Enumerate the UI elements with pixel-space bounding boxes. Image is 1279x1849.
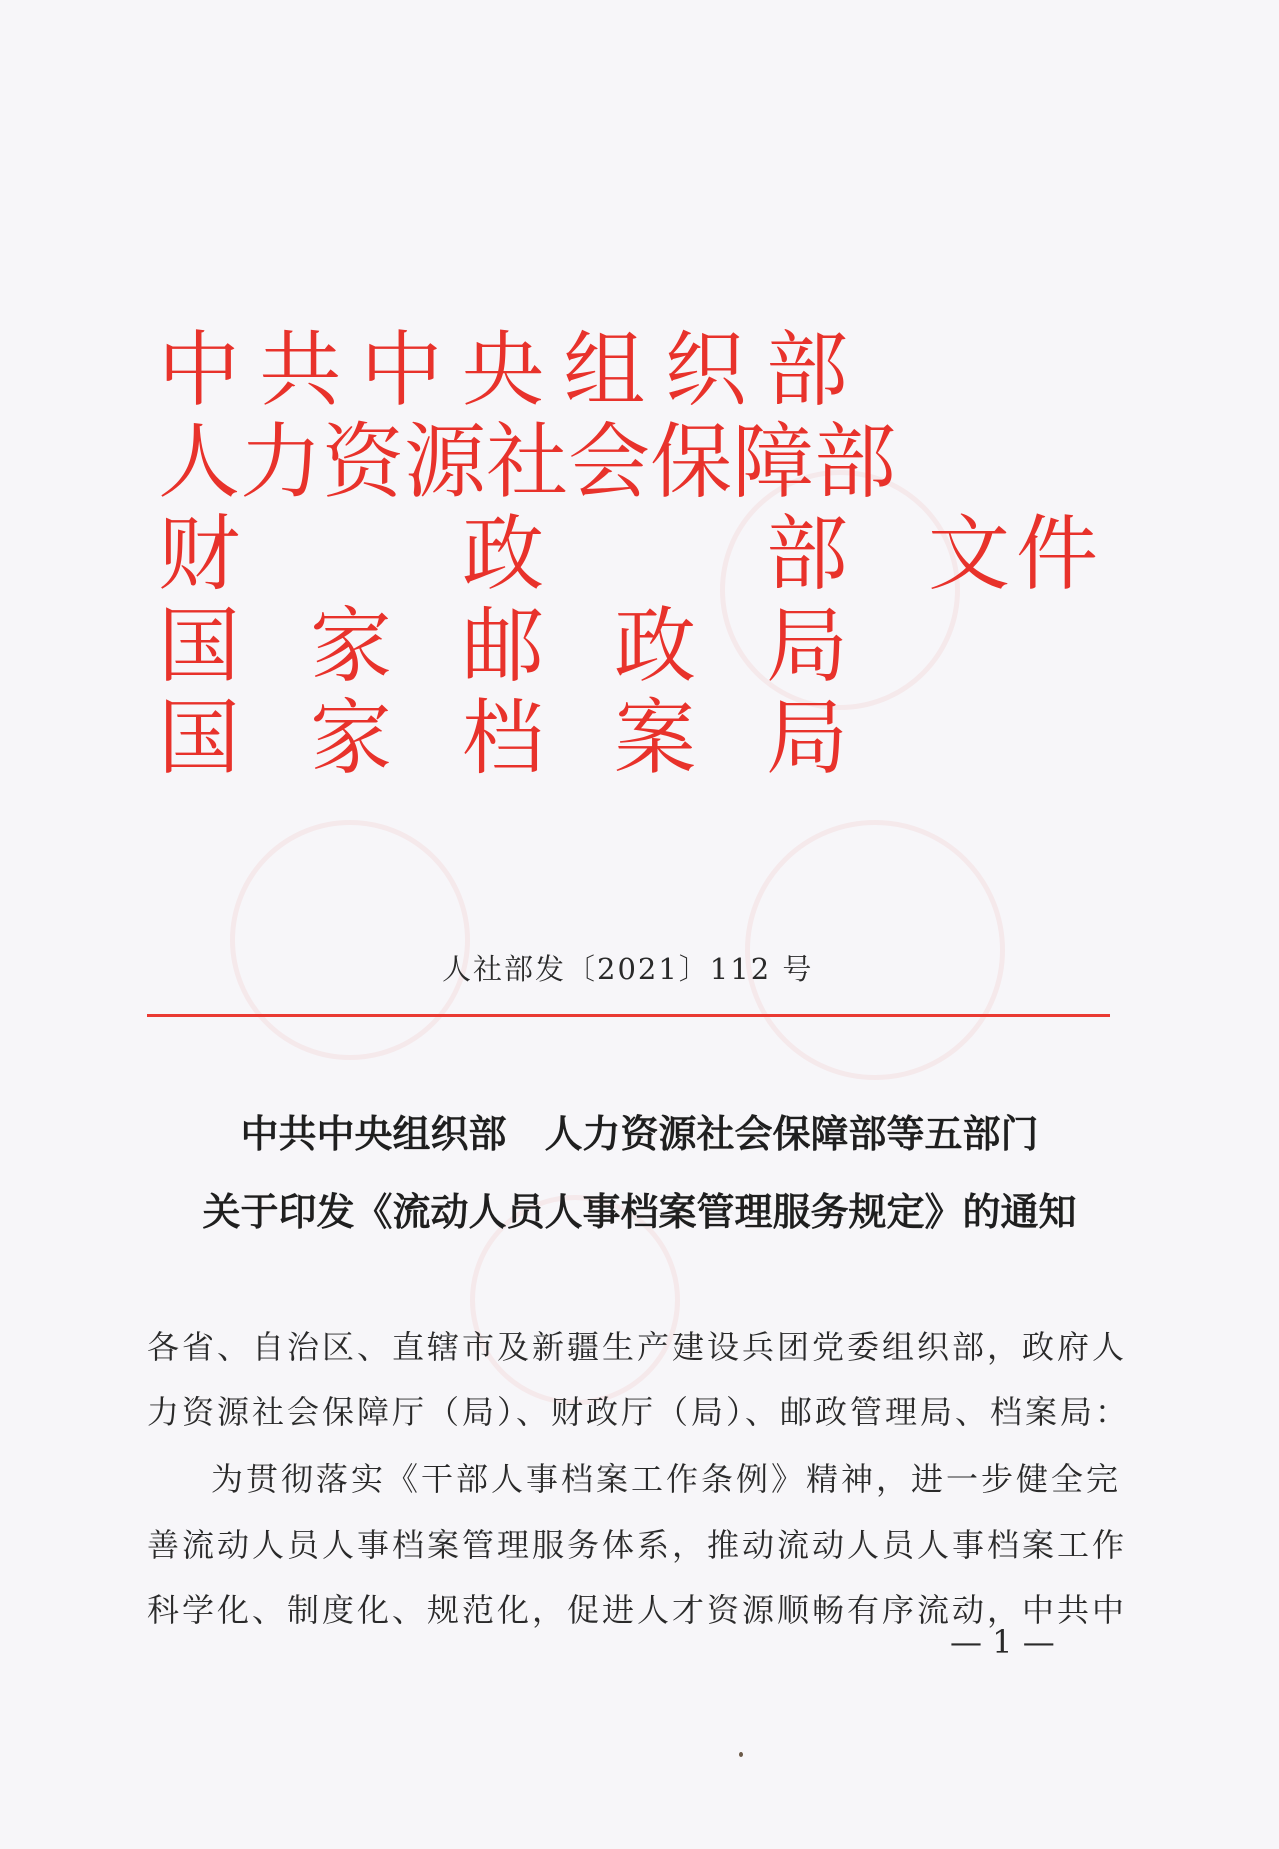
header-character: 国 xyxy=(158,691,241,786)
header-character: 中 xyxy=(158,323,241,418)
header-character: 部 xyxy=(814,415,897,510)
body-text-line: 为贯彻落实《干部人事档案工作条例》精神，进一步健全完 xyxy=(211,1460,1122,1498)
header-character: 社 xyxy=(486,415,569,510)
header-character: 源 xyxy=(404,415,487,510)
header-character: 案 xyxy=(613,691,696,786)
document-type-label: 文件 xyxy=(928,507,1105,602)
header-character: 财 xyxy=(158,507,241,602)
header-character: 资 xyxy=(322,415,405,510)
page-number: — 1 — xyxy=(950,1623,1055,1661)
header-row-3 xyxy=(158,509,1118,601)
header-row-4 xyxy=(158,601,1118,693)
header-character: 组 xyxy=(563,323,646,418)
header-character: 家 xyxy=(309,691,392,786)
header-row-2 xyxy=(158,417,1118,509)
body-text-line: 善流动人员人事档案管理服务体系，推动流动人员人事档案工作 xyxy=(147,1526,1128,1564)
document-title-line-2: 关于印发《流动人员人事档案管理服务规定》的通知 xyxy=(202,1189,1077,1234)
header-character: 部 xyxy=(765,507,848,602)
body-text-line: 力资源社会保障厅（局）、财政厅（局）、邮政管理局、档案局： xyxy=(147,1393,1131,1431)
org-name xyxy=(158,325,848,417)
header-character: 档 xyxy=(461,691,544,786)
header-character: 力 xyxy=(240,415,323,510)
header-character: 政 xyxy=(461,507,544,602)
header-character: 邮 xyxy=(461,599,544,694)
header-character: 局 xyxy=(765,691,848,786)
document-number: 人社部发〔2021〕112 号 xyxy=(442,952,814,986)
document-title-line-1: 中共中央组织部 人力资源社会保障部等五部门 xyxy=(240,1111,1039,1156)
org-name xyxy=(158,601,848,693)
header-character: 央 xyxy=(461,323,544,418)
paper-speck xyxy=(739,1752,743,1757)
header-character: 保 xyxy=(650,415,733,510)
org-name xyxy=(158,509,848,601)
header-character: 局 xyxy=(765,599,848,694)
body-text-line: 科学化、制度化、规范化，促进人才资源顺畅有序流动，中共中 xyxy=(147,1591,1128,1629)
header-character: 人 xyxy=(158,415,241,510)
header-character: 织 xyxy=(664,323,747,418)
header-character: 部 xyxy=(765,323,848,418)
header-character: 障 xyxy=(732,415,815,510)
red-divider-line xyxy=(147,1014,1110,1017)
header-character: 国 xyxy=(158,599,241,694)
header-character: 会 xyxy=(568,415,651,510)
header-character: 政 xyxy=(613,599,696,694)
body-text-line: 各省、自治区、直辖市及新疆生产建设兵团党委组织部，政府人 xyxy=(147,1328,1128,1366)
header-character: 共 xyxy=(259,323,342,418)
ghost-seal-3 xyxy=(230,820,470,1060)
org-name xyxy=(158,693,848,785)
issuing-authorities-header xyxy=(158,325,1118,785)
org-name xyxy=(158,415,897,510)
header-row-1 xyxy=(158,325,1118,417)
header-character: 中 xyxy=(360,323,443,418)
header-character: 家 xyxy=(309,599,392,694)
header-row-5 xyxy=(158,693,1118,785)
